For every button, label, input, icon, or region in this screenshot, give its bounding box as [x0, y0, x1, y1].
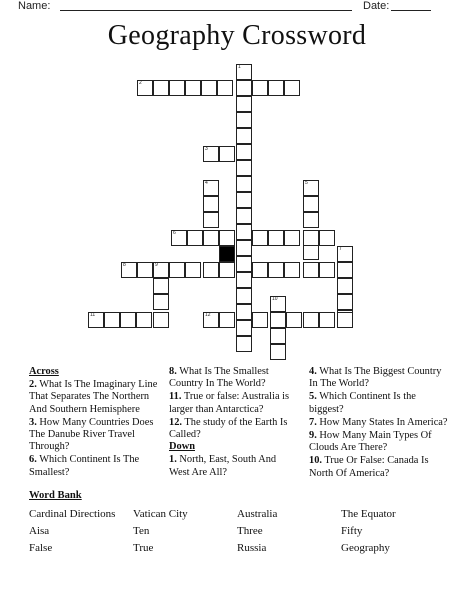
crossword-cell[interactable]: [153, 312, 169, 328]
cell-number: 8: [123, 262, 126, 268]
crossword-cell[interactable]: [137, 80, 153, 96]
clue-across-3: 3. How Many Countries Does The Danube River Travel Through?: [29, 416, 154, 453]
word-bank-heading: Word Bank: [29, 490, 82, 501]
crossword-cell[interactable]: [236, 96, 252, 112]
crossword-cell[interactable]: [236, 240, 252, 256]
word-bank-item: The Equator: [341, 508, 396, 520]
crossword-cell[interactable]: [337, 294, 353, 310]
word-bank-item: Russia: [237, 542, 267, 554]
crossword-cell[interactable]: [252, 312, 268, 328]
black-cell: [219, 246, 235, 262]
crossword-cell[interactable]: [337, 312, 353, 328]
crossword-cell[interactable]: [236, 192, 252, 208]
crossword-cell[interactable]: [236, 336, 252, 352]
word-bank-item: Three: [237, 525, 263, 537]
crossword-cell[interactable]: [268, 262, 284, 278]
crossword-cell[interactable]: [203, 230, 219, 246]
crossword-cell[interactable]: [217, 80, 233, 96]
crossword-cell[interactable]: [219, 312, 235, 328]
crossword-cell[interactable]: [203, 146, 219, 162]
crossword-cell[interactable]: [203, 196, 219, 212]
crossword-cell[interactable]: [153, 80, 169, 96]
crossword-cell[interactable]: [153, 262, 169, 278]
cell-number: 4: [205, 180, 208, 186]
cell-number: 7: [339, 246, 342, 252]
crossword-cell[interactable]: [137, 262, 153, 278]
crossword-cell[interactable]: [268, 230, 284, 246]
crossword-cell[interactable]: [236, 64, 252, 80]
crossword-cell[interactable]: [303, 230, 319, 246]
crossword-cell[interactable]: [337, 246, 353, 262]
crossword-cell[interactable]: [236, 272, 252, 288]
crossword-cell[interactable]: [284, 230, 300, 246]
clue-across-11: 11. True or false: Australia is larger than Antarctica?: [169, 391, 290, 415]
crossword-cell[interactable]: [319, 230, 335, 246]
cell-number: 5: [305, 180, 308, 186]
crossword-cell[interactable]: [236, 320, 252, 336]
crossword-cell[interactable]: [236, 304, 252, 320]
crossword-cell[interactable]: [236, 128, 252, 144]
word-bank-item: Cardinal Directions: [29, 508, 116, 520]
crossword-cell[interactable]: [203, 312, 219, 328]
crossword-cell[interactable]: [303, 244, 319, 260]
clue-across-6: 6. Which Continent Is The Smallest?: [29, 454, 140, 478]
crossword-cell[interactable]: [303, 212, 319, 228]
cell-number: 1: [238, 64, 241, 70]
cell-number: 6: [173, 230, 176, 236]
word-bank-item: Ten: [133, 525, 150, 537]
crossword-cell[interactable]: [88, 312, 104, 328]
word-bank-item: Aisa: [29, 525, 50, 537]
down-heading: Down: [169, 441, 195, 453]
clues-col2: [169, 366, 299, 479]
across-heading: Across: [29, 366, 59, 377]
crossword-cell[interactable]: [136, 312, 152, 328]
word-bank-item: Geography: [341, 542, 390, 554]
crossword-cell[interactable]: [203, 262, 219, 278]
cell-number: 9: [155, 262, 158, 268]
name-label: Name:: [18, 0, 51, 12]
crossword-cell[interactable]: [303, 196, 319, 212]
clue-down-1: 1. North, East, South And West Are All?: [169, 454, 277, 478]
crossword-cell[interactable]: [153, 294, 169, 310]
crossword-cell[interactable]: [270, 296, 286, 312]
clue-across-2: 2. What Is The Imaginary Line That Separates The Northern And Southern Hemisphere: [29, 379, 158, 415]
crossword-cell[interactable]: [236, 224, 252, 240]
crossword-cell[interactable]: [284, 80, 300, 96]
crossword-cell[interactable]: [121, 262, 137, 278]
crossword-cell[interactable]: [303, 180, 319, 196]
crossword-cell[interactable]: [236, 176, 252, 192]
crossword-cell[interactable]: [120, 312, 136, 328]
crossword-cell[interactable]: [284, 262, 300, 278]
crossword-cell[interactable]: [236, 208, 252, 224]
crossword-cell[interactable]: [219, 146, 235, 162]
crossword-cell[interactable]: [169, 80, 185, 96]
crossword-cell[interactable]: [236, 112, 252, 128]
clue-down-7: 7. How Many States In America?: [309, 416, 448, 428]
clue-down-10: 10. True Or False: Canada Is North Of America?: [309, 455, 429, 479]
crossword-cell[interactable]: [252, 262, 268, 278]
crossword-cell[interactable]: [236, 144, 252, 160]
word-bank-item: False: [29, 542, 53, 554]
crossword-cell[interactable]: [270, 312, 286, 328]
clue-across-12: 12. The study of the Earth Is Called?: [169, 416, 288, 441]
clue-across-8: 8. What Is The Smallest Country In The World?: [169, 366, 269, 390]
crossword-cell[interactable]: [236, 160, 252, 176]
clues-col3: [309, 366, 449, 480]
crossword-cell[interactable]: [303, 312, 319, 328]
crossword-cell[interactable]: [171, 230, 187, 246]
across-clues-col1: [29, 366, 164, 479]
crossword-cell[interactable]: [203, 212, 219, 228]
crossword-cell[interactable]: [185, 80, 201, 96]
crossword-cell[interactable]: [268, 80, 284, 96]
crossword-cell[interactable]: [169, 262, 185, 278]
cell-number: 11: [90, 312, 96, 318]
clue-down-4: 4. What Is The Biggest Country In The World?: [309, 366, 442, 390]
crossword-cell[interactable]: [286, 312, 302, 328]
word-bank-item: True: [133, 542, 154, 554]
crossword-cell[interactable]: [219, 262, 235, 278]
crossword-cell[interactable]: [104, 312, 120, 328]
crossword-cell[interactable]: [270, 328, 286, 344]
crossword-cell[interactable]: [270, 344, 286, 360]
word-bank-item: Vatican City: [133, 508, 188, 520]
word-bank-item: Australia: [237, 508, 278, 520]
crossword-cell[interactable]: [153, 278, 169, 294]
clue-down-9: 9. How Many Main Types Of Clouds Are There?: [309, 430, 432, 454]
cell-number: 10: [272, 296, 278, 302]
crossword-cell[interactable]: [201, 80, 217, 96]
crossword-cell[interactable]: [319, 262, 335, 278]
cell-number: 3: [205, 146, 208, 152]
crossword-cell[interactable]: [319, 312, 335, 328]
crossword-cell[interactable]: [236, 288, 252, 304]
crossword-cell[interactable]: [303, 262, 319, 278]
crossword-cell[interactable]: [337, 278, 353, 294]
page-title: Geography Crossword: [107, 20, 367, 51]
cell-number: 12: [205, 312, 211, 318]
word-bank-item: Fifty: [341, 525, 363, 537]
date-label: Date:: [363, 0, 390, 12]
crossword-cell[interactable]: [236, 80, 252, 96]
crossword-cell[interactable]: [185, 262, 201, 278]
clue-down-5: 5. Which Continent Is the biggest?: [309, 391, 416, 415]
crossword-cell[interactable]: [252, 230, 268, 246]
crossword-cell[interactable]: [252, 80, 268, 96]
cell-number: 2: [139, 80, 142, 86]
crossword-cell[interactable]: [219, 230, 235, 246]
crossword-cell[interactable]: [337, 262, 353, 278]
crossword-cell[interactable]: [236, 256, 252, 272]
crossword-cell[interactable]: [187, 230, 203, 246]
crossword-cell[interactable]: [203, 180, 219, 196]
